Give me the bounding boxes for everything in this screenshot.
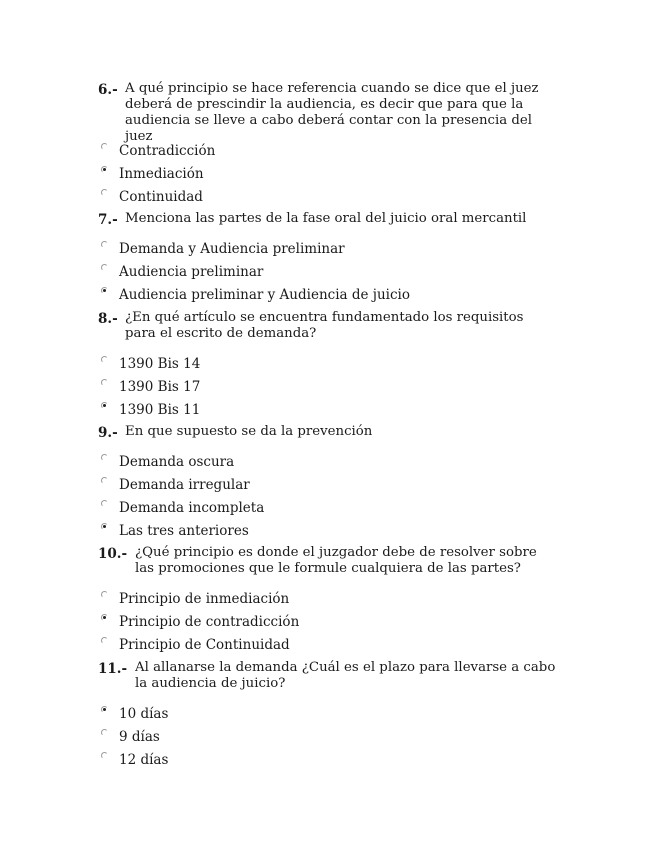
question-9-option-2-label: Demanda irregular [119,477,250,493]
question-10-number: 10.- [98,546,128,562]
question-8-option-1-label: 1390 Bis 14 [119,356,201,372]
question-6-option-2-radio[interactable] [101,166,108,173]
question-8-option-2-label: 1390 Bis 17 [119,379,201,395]
question-9-option-3-label: Demanda incompleta [119,500,265,516]
question-11-option-3-label: 12 días [119,752,169,768]
question-6-number: 6.- [98,82,118,98]
question-8-option-2-radio[interactable] [101,379,108,386]
question-11-option-2-radio[interactable] [101,729,108,736]
question-6-option-1-radio[interactable] [101,143,108,150]
question-6-option-3-radio[interactable] [101,189,108,196]
question-10-option-1-radio[interactable] [101,591,108,598]
question-11-option-2-label: 9 días [119,729,160,745]
question-10-option-3-radio[interactable] [101,637,108,644]
question-7-option-2-label: Audiencia preliminar [119,264,264,280]
question-10-option-2-label: Principio de contradicción [119,614,300,630]
question-7-text: Menciona las partes de la fase oral del juicio oral mercantil [125,211,527,226]
question-8-text: ¿En qué artículo se encuentra fundamentado los requisitos para el escrito de demanda? [125,310,524,341]
question-8-number: 8.- [98,311,118,327]
question-9-text: En que supuesto se da la prevención [125,424,373,439]
question-7-option-3-radio[interactable] [101,287,108,294]
question-6-text: A qué principio se hace referencia cuando se dice que el juez deberá de prescindir la audiencia, es decir que para que la audiencia se lleve a cabo deberá contar con la presencia del juez [125,81,539,144]
question-9-number: 9.- [98,425,118,441]
question-11-option-1-label: 10 días [119,706,169,722]
question-7-option-1-label: Demanda y Audiencia preliminar [119,241,345,257]
question-9-option-1-label: Demanda oscura [119,454,235,470]
question-9-option-4-label: Las tres anteriores [119,523,249,539]
question-7-option-2-radio[interactable] [101,264,108,271]
question-8-option-3-label: 1390 Bis 11 [119,402,201,418]
question-10-option-1-label: Principio de inmediación [119,591,290,607]
question-7-option-3-label: Audiencia preliminar y Audiencia de juicio [119,287,410,303]
question-7-number: 7.- [98,212,118,228]
question-9-option-2-radio[interactable] [101,477,108,484]
question-9-option-1-radio[interactable] [101,454,108,461]
question-10-option-3-label: Principio de Continuidad [119,637,290,653]
question-8-option-1-radio[interactable] [101,356,108,363]
question-8-option-3-radio[interactable] [101,402,108,409]
question-7-option-1-radio[interactable] [101,241,108,248]
question-6-option-3-label: Continuidad [119,189,203,205]
question-10-text: ¿Qué principio es donde el juzgador debe de resolver sobre las promociones que le formule cualquiera de las partes? [135,545,537,576]
question-11-option-3-radio[interactable] [101,752,108,759]
question-9-option-4-radio[interactable] [101,523,108,530]
question-9-option-3-radio[interactable] [101,500,108,507]
question-6-option-1-label: Contradicción [119,143,216,159]
question-11-number: 11.- [98,661,128,677]
question-6-option-2-label: Inmediación [119,166,204,182]
question-11-text: Al allanarse la demanda ¿Cuál es el plazo para llevarse a cabo la audiencia de juicio? [135,660,556,691]
question-11-option-1-radio[interactable] [101,706,108,713]
question-10-option-2-radio[interactable] [101,614,108,621]
